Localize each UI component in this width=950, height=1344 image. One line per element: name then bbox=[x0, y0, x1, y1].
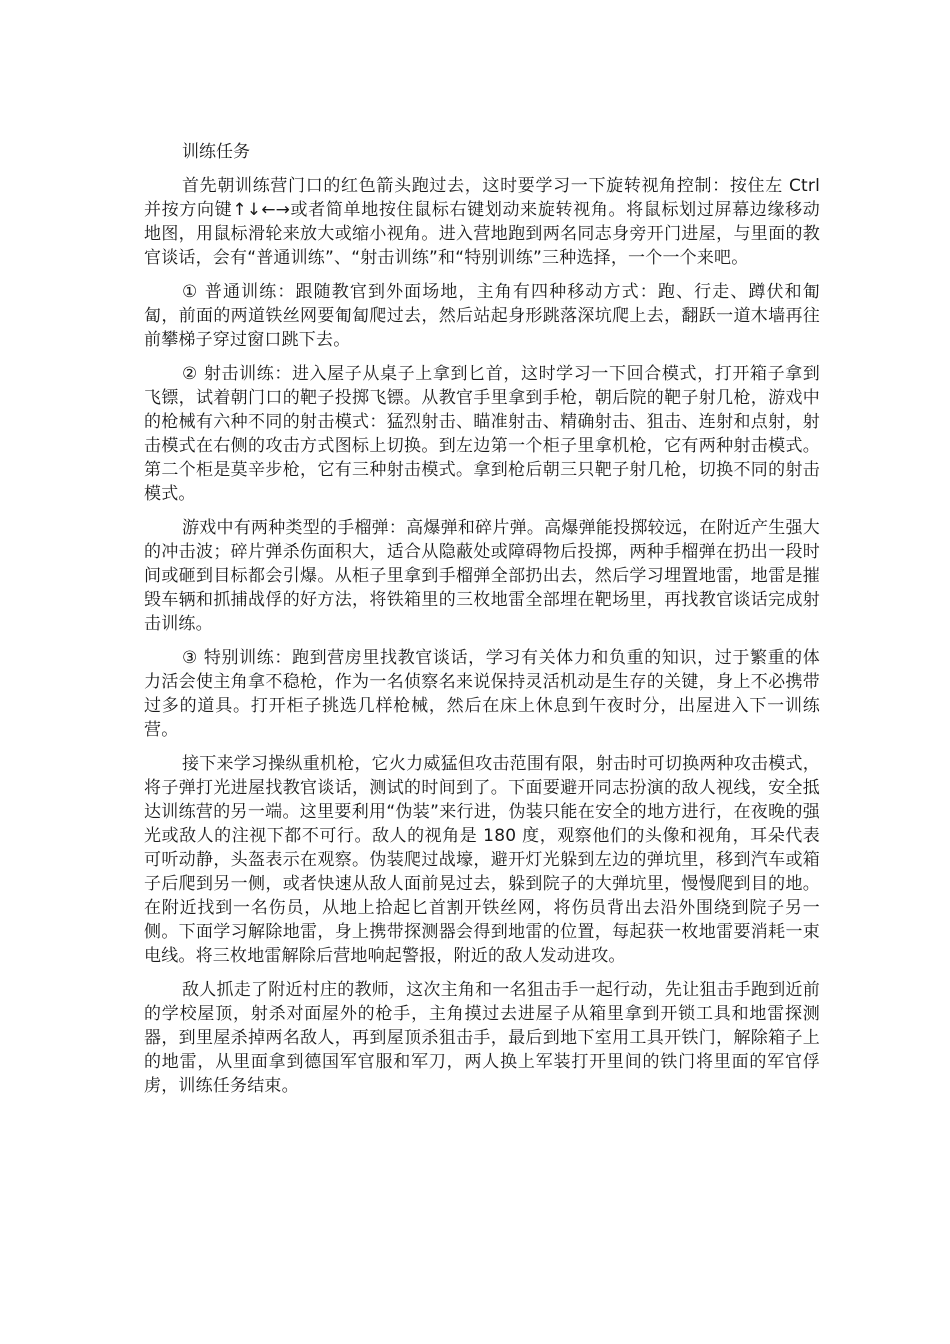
paragraph-special-training: ③ 特别训练：跑到营房里找教官谈话，学习有关体力和负重的知识，过于繁重的体力活会使主角拿不稳枪，作为一名侦察名来说保持灵活机动是生存的关键，身上不必携带过多的道具。打开柜子挑选几样枪械，然后在床上休息到午夜时分，出屋进入下一训练营。 bbox=[144, 648, 820, 740]
paragraph-rescue-mission: 敌人抓走了附近村庄的教师，这次主角和一名狙击手一起行动，先让狙击手跑到近前的学校屋顶，射杀对面屋外的枪手，主角摸过去进屋子从箱里拿到开锁工具和地雷探测器，到里屋杀掉两名敌人，再到屋顶杀狙击手，最后到地下室用工具开铁门，解除箱子上的地雷，从里面拿到德国军官服和军刀，两人换上军装打开里间的铁门将里面的军官俘虏，训练任务结束。 bbox=[144, 980, 820, 1096]
paragraph-grenades: 游戏中有两种类型的手榴弹：高爆弹和碎片弹。高爆弹能投掷较远，在附近产生强大的冲击波；碎片弹杀伤面积大，适合从隐蔽处或障碍物后投掷，两种手榴弹在扔出一段时间或砸到目标都会引爆。从柜子里拿到手榴弹全部扔出去，然后学习埋置地雷，地雷是摧毁车辆和抓捕战俘的好方法，将铁箱里的三枚地雷全部埋在靶场里，再找教官谈话完成射击训练。 bbox=[144, 518, 820, 634]
paragraph-normal-training: ① 普通训练：跟随教官到外面场地，主角有四种移动方式：跑、行走、蹲伏和匍匐，前面的两道铁丝网要匍匐爬过去，然后站起身形跳落深坑爬上去，翻跃一道木墙再往前攀梯子穿过窗口跳下去。 bbox=[144, 282, 820, 350]
paragraph-shooting-training: ② 射击训练：进入屋子从桌子上拿到匕首，这时学习一下回合模式，打开箱子拿到飞镖，试着朝门口的靶子投掷飞镖。从教官手里拿到手枪，朝后院的靶子射几枪，游戏中的枪械有六种不同的射击模式：猛烈射击、瞄准射击、精确射击、狙击、连射和点射，射击模式在右侧的攻击方式图标上切换。到左边第一个柜子里拿机枪，它有两种射击模式。第二个柜是莫辛步枪，它有三种射击模式。拿到枪后朝三只靶子射几枪，切换不同的射击模式。 bbox=[144, 364, 820, 504]
document-page bbox=[144, 140, 820, 1108]
section-heading: 训练任务 bbox=[182, 142, 250, 162]
paragraph-intro: 首先朝训练营门口的红色箭头跑过去，这时要学习一下旋转视角控制：按住左 Ctrl 并按方向键↑↓←→或者简单地按住鼠标右键划动来旋转视角。将鼠标划过屏幕边缘移动地图，用鼠标滑轮来放大或缩小视角。进入营地跑到两名同志身旁开门进屋，与里面的教官谈话，会有“普通训练”、“射击训练”和“特别训练”三种选择，一个一个来吧。 bbox=[144, 176, 820, 268]
paragraph-machine-gun-and-camouflage: 接下来学习操纵重机枪，它火力威猛但攻击范围有限，射击时可切换两种攻击模式，将子弹打光进屋找教官谈话，测试的时间到了。下面要避开同志扮演的敌人视线，安全抵达训练营的另一端。这里要利用“伪装”来行进，伪装只能在安全的地方进行，在夜晚的强光或敌人的注视下都不可行。敌人的视角是 180 度，观察他们的头像和视角，耳朵代表可听动静，头盔表示在观察。伪装爬过战壕，避开灯光躲到左边的弹坑里，移到汽车或箱子后爬到另一侧，或者快速从敌人面前晃过去，躲到院子的大弹坑里，慢慢爬到目的地。在附近找到一名伤员，从地上拾起匕首割开铁丝网，将伤员背出去沿外围绕到院子另一侧。下面学习解除地雷，身上携带探测器会得到地雷的位置，每起获一枚地雷要消耗一束电线。将三枚地雷解除后营地响起警报，附近的敌人发动进攻。 bbox=[144, 754, 820, 966]
